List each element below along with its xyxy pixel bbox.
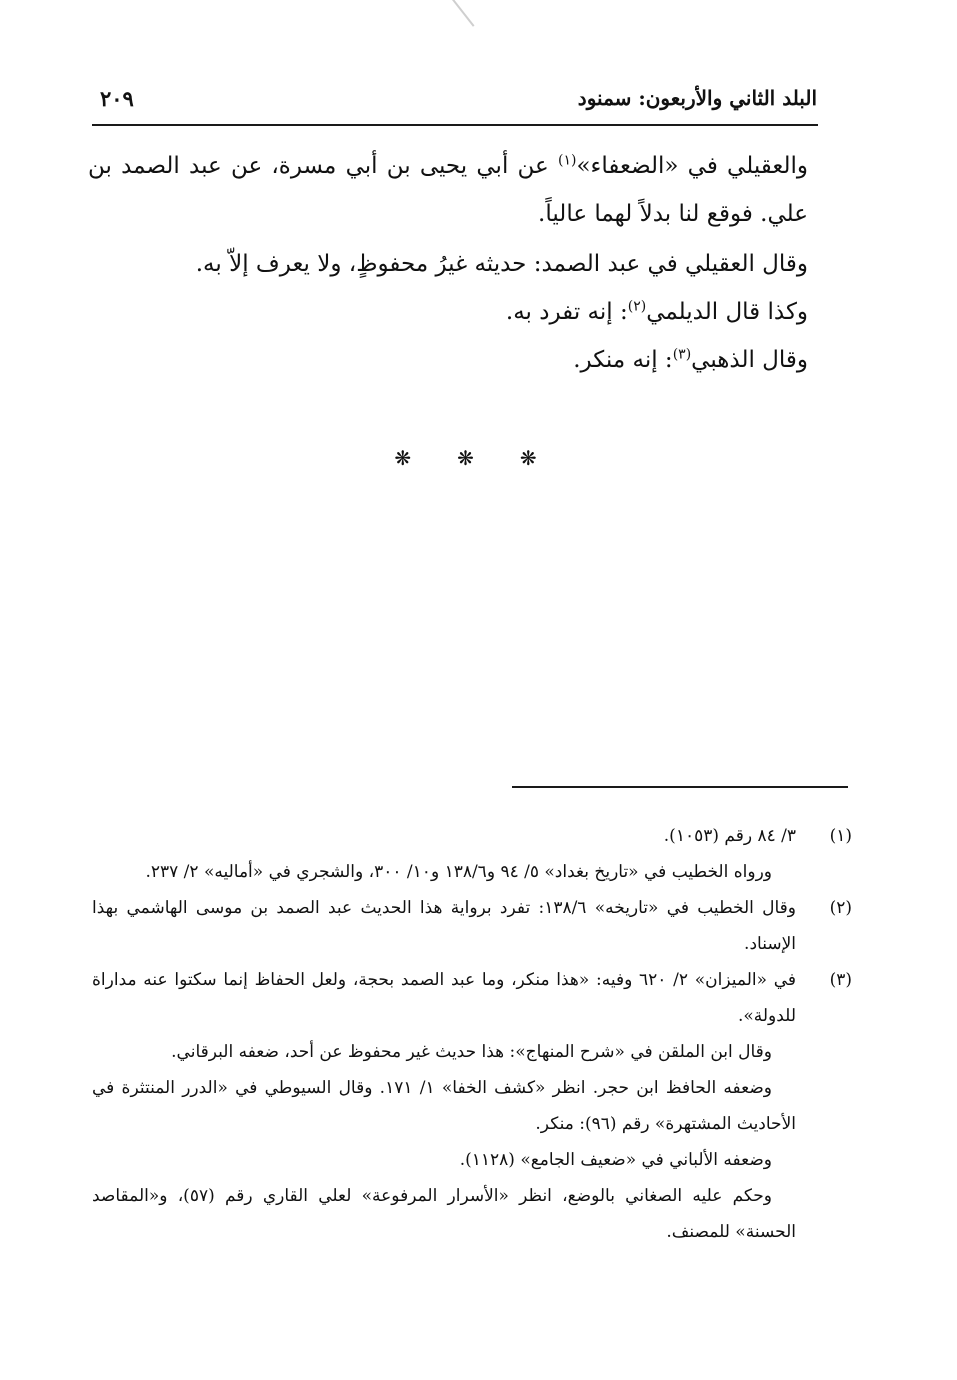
paragraph-3-text-b: : إنه تفرد به. [505,299,628,325]
paragraph-2-text: وقال العقيلي في عبد الصمد: حديثه غيرُ محفوظٍ، ولا يعرف إلاّ به. [195,251,808,277]
footnote-2 [92,890,852,962]
scan-artifact-line [452,0,475,27]
footnote-ref-3: (٣) [672,346,692,363]
footnote-ref-2: (٢) [627,298,647,315]
ornament-star: ❋ [519,446,563,470]
footnote-ref-1: (١) [557,152,577,169]
footnote-number: (٣) [829,970,852,990]
paragraph-4-text-a: وقال الذهبي [691,347,808,373]
footnote-subtext: وحكم عليه الصغاني بالوضع، انظر «الأسرار المرفوعة» لعلي القاري رقم (٥٧)، و«المقاصد الحسنة» للمصنف. [92,1186,796,1242]
footnote-number: (٢) [829,898,852,918]
footnotes [92,818,852,1250]
paragraph-1-text-b: عن أبي يحيى بن أبي مسرة، عن عبد الصمد بن علي. فوقع لنا بدلاً لهما عالياً. [88,153,808,227]
ornament-star: ❋ [394,446,438,470]
footnote-subtext: وضعفه الحافظ ابن حجر. انظر «كشف الخفا» ١/ ١٧١. وقال السيوطي في «الدرر المنتثرة في الأحاديث المشتهرة» رقم (٩٦): منكر. [92,1078,796,1134]
running-title: البلد الثاني والأربعون: سمنود [577,86,817,110]
paragraph-3-text-a: وكذا قال الديلمي [646,299,808,325]
footnote-text: في «الميزان» ٢/ ٦٢٠ وفيه: «هذا منكر، وما عبد الصمد بحجة، ولعل الحفاظ إنما سكتوا عنه مداراة للدولة». [92,970,797,1026]
paragraph-4-text-b: : إنه منكر. [573,347,673,373]
paragraph-1 [88,142,808,238]
footnote-subtext: ورواه الخطيب في «تاريخ بغداد» ٥/ ٩٤ و١٣٨/٦ و١٠/ ٣٠٠، والشجري في «أماليه» ٢/ ٢٣٧. [145,862,772,882]
paragraph-3 [88,288,808,336]
main-text [88,142,808,384]
footnote-subtext: وقال ابن الملقن في «شرح المنهاج»: هذا حديث غير محفوظ عن أحد، ضعفه البرقاني. [171,1042,772,1062]
section-ornament [0,446,957,470]
footnote-3 [92,962,852,1250]
paragraph-2 [88,240,808,288]
paragraph-1-text-a: والعقيلي في «الضعفاء» [576,153,808,179]
footnote-subtext: وضعفه الألباني في «ضعيف الجامع» (١١٢٨). [459,1150,772,1170]
footnote-1 [92,818,852,890]
header-rule [92,124,818,126]
footnote-text: ٣/ ٨٤ رقم (١٠٥٣). [663,826,796,846]
ornament-star: ❋ [457,446,500,470]
page-header [92,86,817,120]
paragraph-4 [88,336,808,384]
footnote-separator [512,786,848,788]
footnote-number: (١) [829,826,852,846]
footnote-text: وقال الخطيب في «تاريخه» ١٣٨/٦: تفرد برواية هذا الحديث عبد الصمد بن موسى الهاشمي بهذا الإسناد. [92,898,797,954]
page-number: ٢٠٩ [100,86,134,111]
